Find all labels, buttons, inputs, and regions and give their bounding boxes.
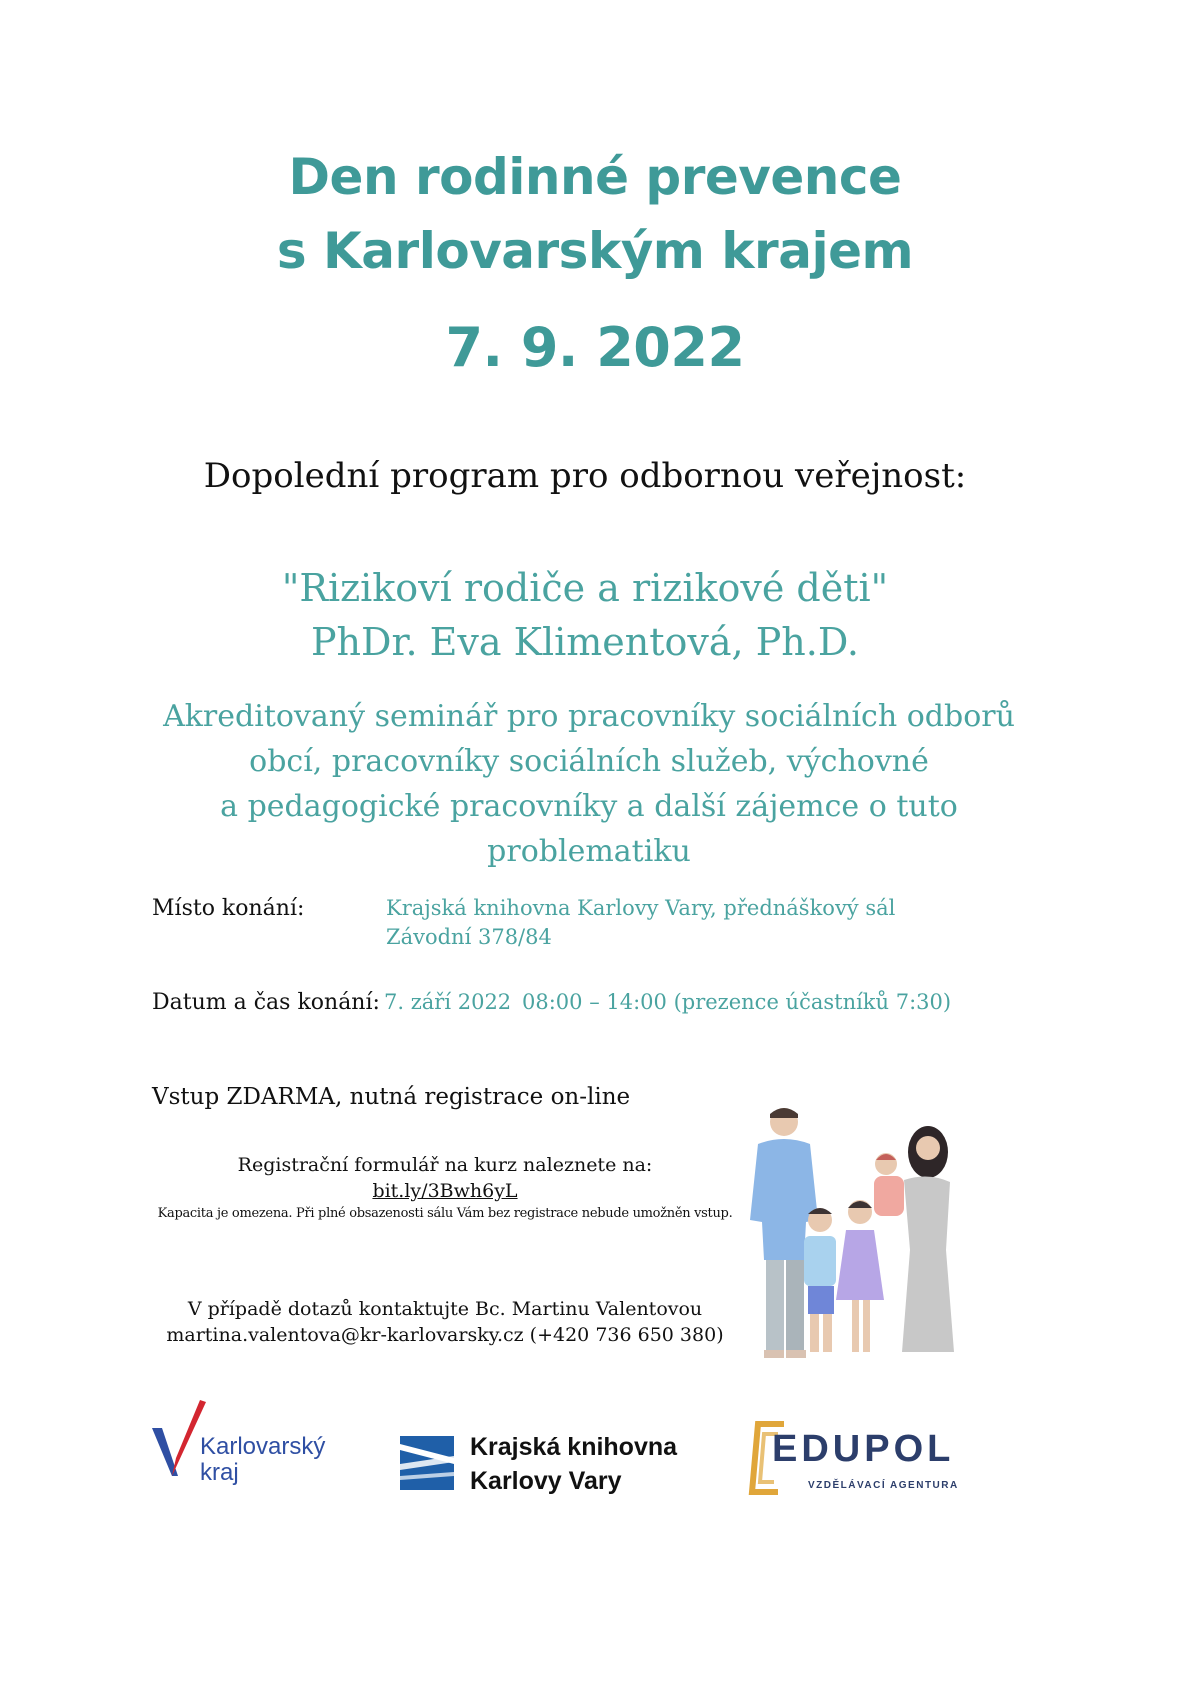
registration-form-text: Registrační formulář na kurz naleznete na: (237, 1154, 653, 1176)
contact-line2: martina.valentova@kr-karlovarsky.cz (+420 736 650 380) (166, 1324, 724, 1346)
library-logo-line2: Karlovy Vary (470, 1467, 622, 1495)
place-line1: Krajská knihovna Karlovy Vary, přednáškový sál (386, 896, 896, 920)
description-line: a pedagogické pracovníky a další zájemce o tuto (220, 789, 958, 824)
edupol-logo-name: EDUPOL (772, 1428, 955, 1470)
lecturer-name: PhDr. Eva Klimentová, Ph.D. (310, 620, 860, 664)
event-title-line1: Den rodinné prevence (288, 148, 902, 206)
library-logo-text (470, 1430, 677, 1498)
description-line: Akreditovaný seminář pro pracovníky sociálních odborů (163, 699, 1015, 734)
registration-link[interactable]: bit.ly/3Bwh6yL (372, 1180, 518, 1202)
description-line: obcí, pracovníky sociálních služeb, výchovné (249, 744, 929, 779)
event-date: 7. 9. 2022 (445, 316, 745, 379)
capacity-note: Kapacita je omezena. Při plné obsazenosti sálu Vám bez registrace nebude umožněn vstup. (157, 1206, 733, 1221)
date-value: 7. září 2022 (384, 990, 512, 1014)
place-line2: Závodní 378/84 (386, 925, 552, 949)
library-logo-line1: Krajská knihovna (470, 1433, 678, 1461)
seminar-description (0, 694, 1184, 874)
datetime-label: Datum a čas konání: (152, 990, 380, 1015)
lecture-title: "Rizikoví rodiče a rizikové děti" (281, 566, 889, 610)
kraj-logo-line2: kraj (200, 1459, 239, 1486)
free-entry-note: Vstup ZDARMA, nutná registrace on-line (152, 1084, 631, 1110)
kraj-logo-text (200, 1434, 325, 1486)
description-line: problematiku (487, 834, 691, 869)
event-title-line2: s Karlovarským krajem (276, 222, 914, 280)
edupol-logo-tagline: VZDĚLÁVACÍ AGENTURA (808, 1480, 959, 1491)
kraj-logo-line1: Karlovarský (200, 1433, 326, 1460)
family-illustration-icon (728, 1100, 968, 1370)
library-logo-icon (400, 1436, 454, 1490)
program-heading: Dopolední program pro odbornou veřejnost: (203, 456, 967, 496)
contact-line1: V případě dotazů kontaktujte Bc. Martinu Valentovou (187, 1298, 703, 1320)
time-value: 08:00 – 14:00 (prezence účastníků 7:30) (522, 990, 952, 1014)
place-label: Místo konání: (152, 896, 305, 921)
